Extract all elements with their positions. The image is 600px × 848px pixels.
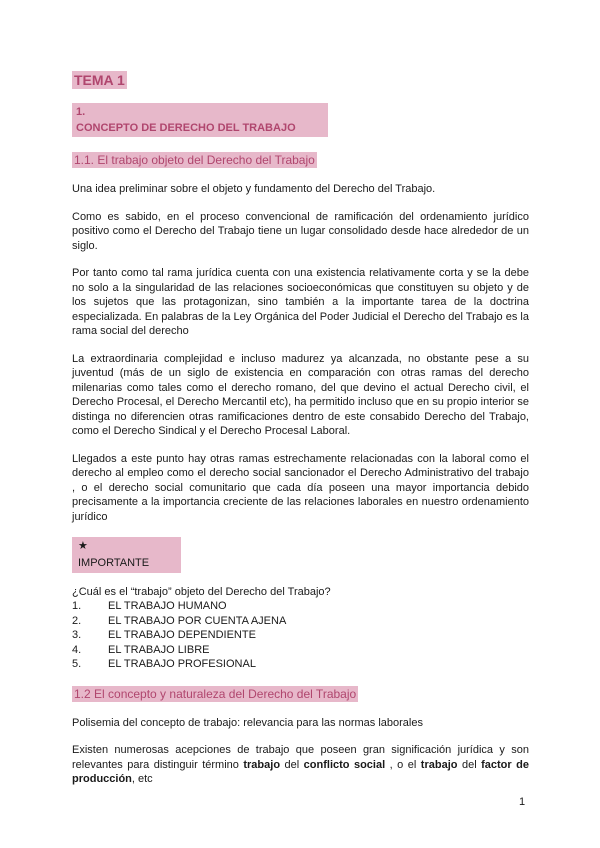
star-icon: ★ [78, 540, 88, 552]
p7-text-a: Existen numerosas acepciones de trabajo que poseen gran significación jurídica y son relevantes para distinguir término [72, 744, 529, 771]
list-item [72, 614, 529, 629]
list-item [72, 599, 529, 614]
list-item-number: 1. [72, 600, 82, 612]
important-highlight [72, 537, 181, 573]
list-item-text: EL TRABAJO PROFESIONAL [108, 658, 256, 670]
subsection-heading-2-text: 1.2 El concepto y naturaleza del Derecho del Trabajo [74, 686, 357, 701]
chapter-title [72, 72, 529, 89]
important-label: IMPORTANTE [78, 557, 150, 569]
p7-bold-conflicto-social: conflicto social [303, 758, 386, 771]
question: ¿Cuál es el “trabajo” objeto del Derecho del Trabajo? [72, 586, 331, 598]
p7-bold-trabajo-2: trabajo [420, 758, 458, 771]
subsection-heading-1-text: 1.1. El trabajo objeto del Derecho del Trabajo [74, 153, 315, 167]
list-item-text: EL TRABAJO DEPENDIENTE [108, 629, 256, 641]
list-item-text: EL TRABAJO LIBRE [108, 643, 210, 656]
paragraph-5: Llegados a este punto hay otras ramas estrechamente relacionadas con la laboral como el derecho al empleo como el derecho social sancionador el Derecho Administrativo del trabajo , o el derecho social comunitario que cada día poseen una mayor importancia debido precisamente a la importancia creciente de las relaciones laborales en nuestro ordenamiento jurídico [72, 452, 529, 523]
list-item-text: EL TRABAJO POR CUENTA AJENA [108, 614, 287, 627]
chapter-title-text: TEMA 1 [74, 72, 125, 88]
list-item [72, 657, 529, 672]
list-item-number: 2. [72, 614, 82, 627]
p7-bold-factor-de-produccion: factor de producción [72, 758, 529, 785]
page-number: 1 [519, 796, 526, 808]
section-title: CONCEPTO DE DERECHO DEL TRABAJO [76, 122, 296, 134]
list-item [72, 643, 529, 658]
section-number: 1. [76, 106, 86, 118]
numbered-list [72, 599, 529, 672]
list-item-text: EL TRABAJO HUMANO [108, 600, 227, 612]
subsection-heading-1 [72, 152, 529, 168]
page-content [72, 72, 529, 800]
list-item [72, 628, 529, 643]
paragraph-1: Una idea preliminar sobre el objeto y fundamento del Derecho del Trabajo. [72, 183, 436, 195]
section-heading-highlight [72, 103, 328, 137]
subsection-heading-2 [72, 686, 529, 702]
p7-text-d: , o el [385, 758, 421, 771]
p7-bold-trabajo-1: trabajo [243, 758, 281, 771]
p7-text-f: , etc [131, 773, 153, 785]
list-item-number: 5. [72, 658, 82, 670]
p7-text-c: del [280, 758, 304, 771]
paragraph-6: Polisemia del concepto de trabajo: relevancia para las normas laborales [72, 716, 423, 729]
paragraph-7 [72, 743, 529, 787]
paragraph-4: La extraordinaria complejidad e incluso madurez ya alcanzada, no obstante pese a su juventud (más de un siglo de existencia en comparación con otras ramas del derecho milenarias como tales como el derecho romano, del que devino el actual Derecho civil, el Derecho Procesal, el Derecho Mercantil etc), ha permitido incluso que en su propio interior se distinga no diferencien otras ramificaciones dentro de este consabido Derecho del Trabajo, como el Derecho Sindical y el Derecho Procesal Laboral. [72, 352, 529, 437]
list-item-number: 4. [72, 643, 82, 656]
paragraph-2: Como es sabido, en el proceso convencional de ramificación del ordenamiento jurídico positivo como el Derecho del Trabajo tiene un lugar consolidado desde hace alrededor de un siglo. [72, 210, 529, 252]
important-callout [72, 537, 529, 573]
list-item-number: 3. [72, 629, 82, 641]
p7-text-e: del [457, 758, 482, 771]
section-heading [72, 103, 529, 137]
paragraph-3: Por tanto como tal rama jurídica cuenta con una existencia relativamente corta y se la debe no solo a la singularidad de las relaciones socioeconómicas que constituyen su objeto y de los sujetos que las protagonizan, sino también a la importante tarea de la doctrina especializada. En palabras de la Ley Orgánica del Poder Judicial el Derecho del Trabajo es la rama social del derecho [72, 267, 529, 337]
